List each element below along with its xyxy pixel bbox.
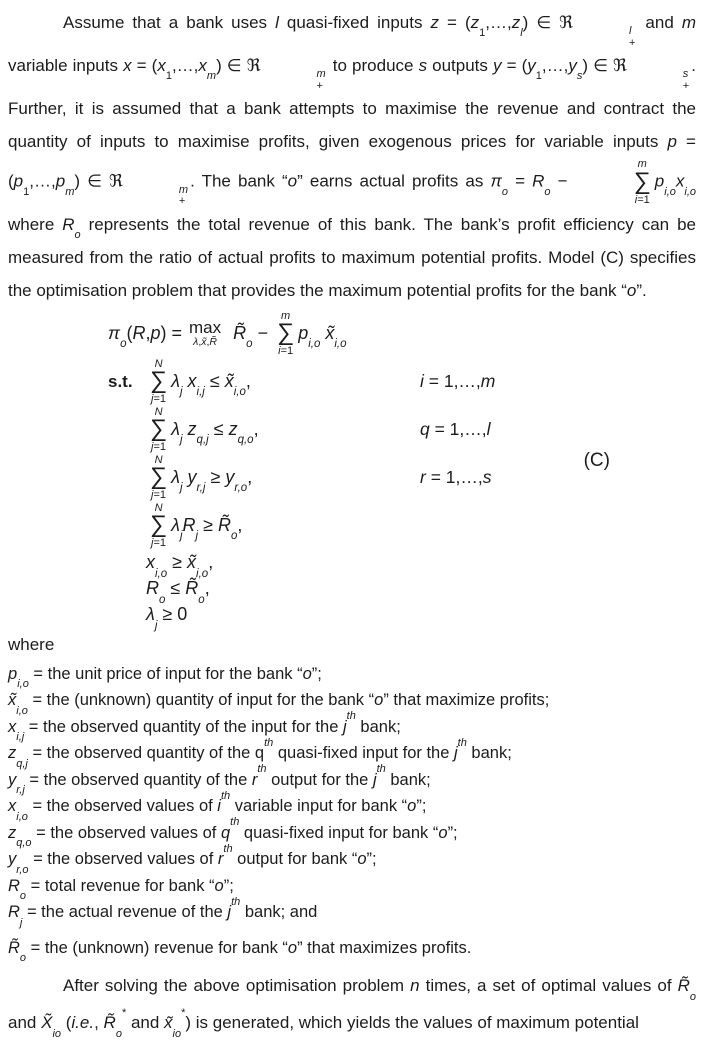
definition-item: $x̃_{i,o}$ = the (unknown) quantity of input for the bank “o” that maximize profits; [8, 691, 550, 717]
constraint-formula: N ∑ j=1 $\lambda_j$ $z_{q,j} \le z_{q,o}$, [150, 405, 259, 454]
subject-to-label: s.t. [108, 371, 133, 391]
constraint-formula: N ∑ j=1 $\lambda_j$ $y_{r,j} \ge y_{r,o}$, [150, 453, 253, 502]
definitions-list [8, 661, 696, 965]
definition-item: $R_j$ = the actual revenue of the $j^{th}$ bank; and [8, 895, 318, 929]
constraint-range: i = 1,…,m [420, 371, 496, 392]
definition-item: $R_o$ = total revenue for bank “o”; [8, 876, 234, 903]
definition-item: $y_{r,j}$ = the observed quantity of the $r^{th}$ output for the $j^{th}$ bank; [8, 763, 431, 797]
definition-item: $p_{i,o}$ = the unit price of input for the bank “o”; [8, 664, 322, 691]
definition-item: $x_{i,o}$ = the observed values of $i^{th}$ variable input for bank “o”; [8, 789, 427, 823]
objective-row [108, 310, 696, 358]
intro-paragraph: Assume that a bank uses l quasi-fixed inputs $z = (z_1,\dots,z_l)$ ∈ ℜ l + and m variable inputs $x = (x_1,\dots,x_m)$ ∈ ℜ m + to produce s outputs $y = (y_1,\dots,y_s)$ ∈ ℜ s + . Further, it is assumed that a bank attempts to maximise the revenue and contract the quantity of inputs to maximise profits, given exogenous prices for variable inputs $p = (p_1,\dots,p_m)$ ∈ ℜ m + . The bank “o” earns actual profits as $\pi_o = R_o$ − m ∑ i=1 $p_{i,o}x_{i,o}$ where $R_o$ represents the total revenue of this bank. The bank’s profit efficiency can be measured from the ratio of actual profits to maximum potential profits. Model (C) specifies the optimisation problem that provides the maximum potential profits for the bank “o”. [8, 13, 697, 300]
constraint-row [108, 406, 696, 454]
definition-item: $R̃_o$ = the (unknown) revenue for bank “o” that maximizes profits. [8, 938, 472, 965]
model-c-label: (C) [583, 449, 610, 471]
constraint-row [108, 550, 696, 580]
constraint-formula: $R_o$ ≤ $R̃_o$, [146, 578, 210, 606]
constraint-row [108, 602, 696, 632]
definition-item: $z_{q,o}$ = the observed values of $q^{th}$ quasi-fixed input for bank “o”; [8, 816, 458, 850]
constraint-row [108, 358, 696, 406]
definition-item: $y_{r,o}$ = the observed values of $r^{th}$ output for bank “o”; [8, 842, 377, 876]
where-label: where [8, 634, 55, 654]
constraint-formula: N ∑ j=1 $\lambda_j$ $x_{i,j}$ ≤ $x̃_{i,o}$, [150, 357, 251, 406]
constraint-formula: $x_{i,o}$ ≥ $x̃_{i,o}$, [146, 552, 214, 580]
constraint-range: r = 1,…,s [420, 467, 492, 488]
constraint-formula: N ∑ j=1 $\lambda_jR_j$ ≥ $R̃_o$, [150, 501, 243, 550]
constraint-range: q = 1,…,l [420, 419, 491, 440]
objective-formula: $\pi_o(R,p)$ = max λ,x̃,R̃ $R̃_o$ − m ∑ i=1 $p_{i,o}$ $x̃_{i,o}$ [108, 309, 347, 358]
definition-item: $z_{q,j}$ = the observed quantity of the $q^{th}$ quasi-fixed input for the $j^{th}$ bank; [8, 736, 512, 770]
constraint-row [108, 576, 696, 606]
closing-paragraph: After solving the above optimisation problem n times, a set of optimal values of $R̃_o$ and $X̃_{io}$ (i.e., $R̃_o^*$ and $x̃_{io}^*$) is generated, which yields the values of maximum potential [8, 976, 696, 1040]
constraint-formula: $\lambda_j \ge 0$ [146, 604, 188, 632]
constraint-row [108, 502, 696, 550]
definition-item: $x_{i,j}$ = the observed quantity of the input for the $j^{th}$ bank; [8, 710, 401, 744]
model-c-block [8, 309, 696, 632]
